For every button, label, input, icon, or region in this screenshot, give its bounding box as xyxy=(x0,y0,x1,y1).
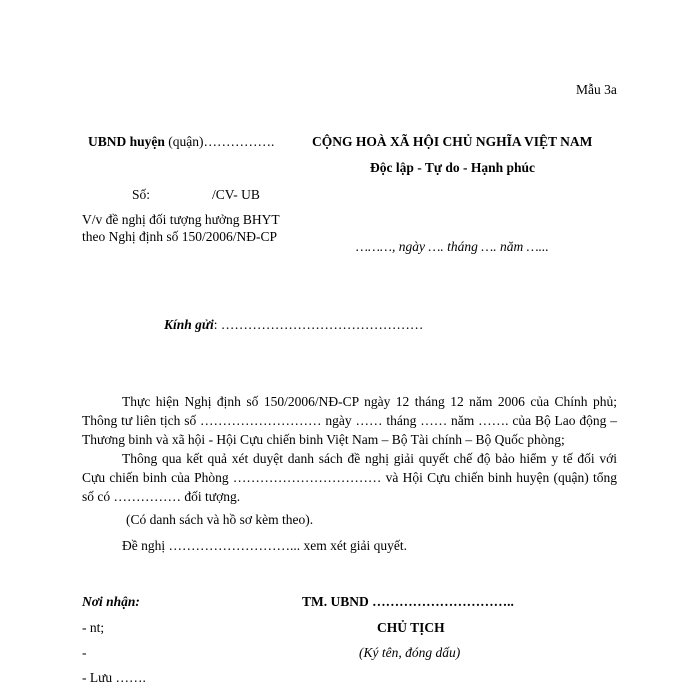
recipient-item-1: - nt; xyxy=(82,620,105,635)
recipient-value: : ……………………………………… xyxy=(213,317,424,332)
national-title: CỘNG HOÀ XÃ HỘI CHỦ NGHĨA VIỆT NAM xyxy=(312,134,593,149)
recipient-line xyxy=(164,317,423,333)
date-line: ………, ngày …. tháng …. năm …... xyxy=(356,239,549,254)
subject-line-1: V/v đề nghị đối tượng hưởng BHYT xyxy=(82,212,280,227)
signer-note: (Ký tên, đóng dấu) xyxy=(359,645,461,660)
document-number-label: Số: xyxy=(132,187,151,202)
signer-organization: TM. UBND ………………………….. xyxy=(302,594,514,609)
subject-line-2: theo Nghị định số 150/2006/NĐ-CP xyxy=(82,229,278,244)
issuing-authority xyxy=(88,134,274,150)
attachment-note: (Có danh sách và hồ sơ kèm theo). xyxy=(126,512,314,527)
document-number-suffix: /CV- UB xyxy=(212,187,260,202)
request-line: Đề nghị ………………………... xem xét giải quyết. xyxy=(122,538,407,553)
signer-title: CHỦ TỊCH xyxy=(377,620,445,635)
body-paragraph-2: Thông qua kết quả xét duyệt danh sách đề nghị giải quyết chế độ bảo hiểm y tế đối với Cựu chiến binh của Phòng …………………………… và Hội Cựu chiến binh huyện (quận) tổng số có …………… đối tượng. xyxy=(82,451,617,504)
recipient-item-3: - Lưu ……. xyxy=(82,670,146,685)
recipient-item-2: - xyxy=(82,645,87,660)
issuing-authority-bold: UBND huyện xyxy=(88,134,165,149)
issuing-authority-rest: (quận)……………. xyxy=(164,134,275,149)
recipients-label: Nơi nhận: xyxy=(82,594,140,609)
body-paragraph-1: Thực hiện Nghị định số 150/2006/NĐ-CP ngày 12 tháng 12 năm 2006 của Chính phủ; Thông tư liên tịch số ……………………… ngày …… tháng …… năm ……. của Bộ Lao động –Thương binh và xã hội - Hội Cựu chiến binh Việt Nam – Bộ Tài chính – Bộ Quốc phòng; xyxy=(82,394,617,447)
recipient-label: Kính gửi xyxy=(164,317,214,332)
form-code: Mẫu 3a xyxy=(576,82,617,97)
national-motto: Độc lập - Tự do - Hạnh phúc xyxy=(370,160,536,175)
